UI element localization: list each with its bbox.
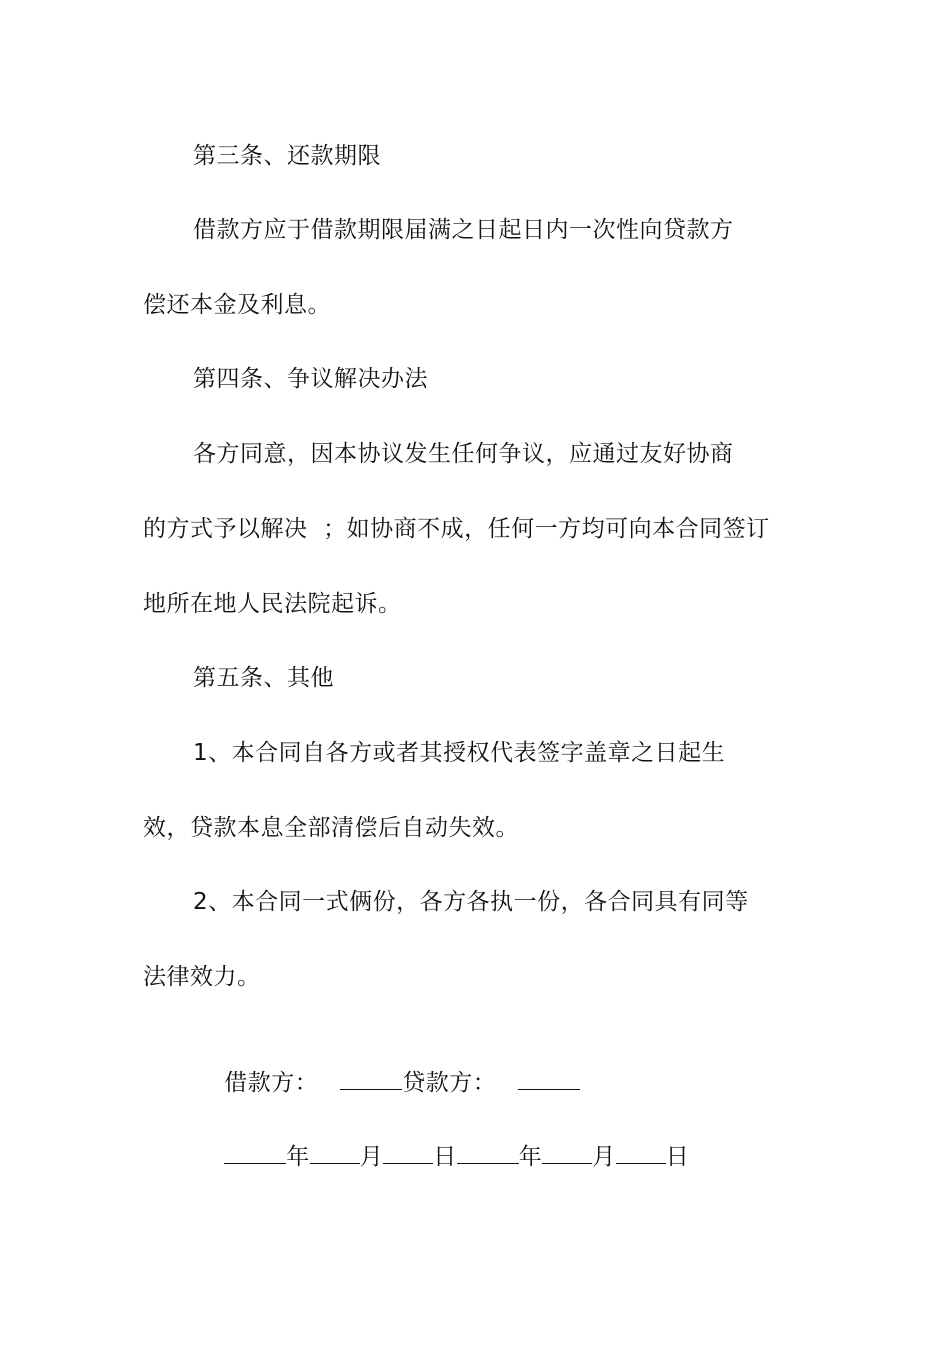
article-4-body-line-1: 各方同意，因本协议发生任何争议，应通过友好协商 bbox=[193, 441, 734, 467]
lender-signature-blank[interactable] bbox=[518, 1067, 580, 1090]
article-4-body-line-2: 的方式予以解决 ；如协商不成，任何一方均可向本合同签订 bbox=[143, 516, 770, 542]
lender-year-label: 年 bbox=[518, 1144, 543, 1170]
lender-label: 贷款方： bbox=[402, 1070, 497, 1096]
article-5-item-2-line-1: 2、本合同一式俩份，各方各执一份，各合同具有同等 bbox=[193, 889, 749, 915]
article-3-heading: 第三条、还款期限 bbox=[193, 143, 381, 169]
lender-day-blank[interactable] bbox=[616, 1141, 666, 1164]
article-5-item-1-line-2: 效，贷款本息全部清偿后自动失效。 bbox=[143, 815, 519, 841]
borrower-day-blank[interactable] bbox=[383, 1141, 433, 1164]
article-5-item-2-line-2: 法律效力。 bbox=[143, 964, 261, 990]
article-4-body-line-3: 地所在地人民法院起诉。 bbox=[143, 591, 402, 617]
article-5-heading: 第五条、其他 bbox=[193, 665, 334, 691]
lender-month-blank[interactable] bbox=[542, 1141, 592, 1164]
article-5-item-1-line-1: 1、本合同自各方或者其授权代表签字盖章之日起生 bbox=[193, 740, 726, 766]
borrower-month-label: 月 bbox=[359, 1144, 384, 1170]
lender-month-label: 月 bbox=[592, 1144, 616, 1170]
article-3-body-line-1: 借款方应于借款期限届满之日起日内一次性向贷款方 bbox=[193, 217, 734, 243]
borrower-year-label: 年 bbox=[286, 1144, 310, 1170]
date-row bbox=[193, 1111, 689, 1202]
borrower-month-blank[interactable] bbox=[310, 1141, 360, 1164]
article-3-body-line-2: 偿还本金及利息。 bbox=[143, 292, 331, 318]
borrower-signature-blank[interactable] bbox=[340, 1067, 402, 1090]
lender-day-label: 日 bbox=[665, 1144, 690, 1170]
borrower-day-label: 日 bbox=[433, 1144, 457, 1170]
lender-year-blank[interactable] bbox=[457, 1141, 519, 1164]
article-4-heading: 第四条、争议解决办法 bbox=[193, 366, 428, 392]
borrower-year-blank[interactable] bbox=[224, 1141, 286, 1164]
borrower-label: 借款方： bbox=[224, 1070, 319, 1096]
